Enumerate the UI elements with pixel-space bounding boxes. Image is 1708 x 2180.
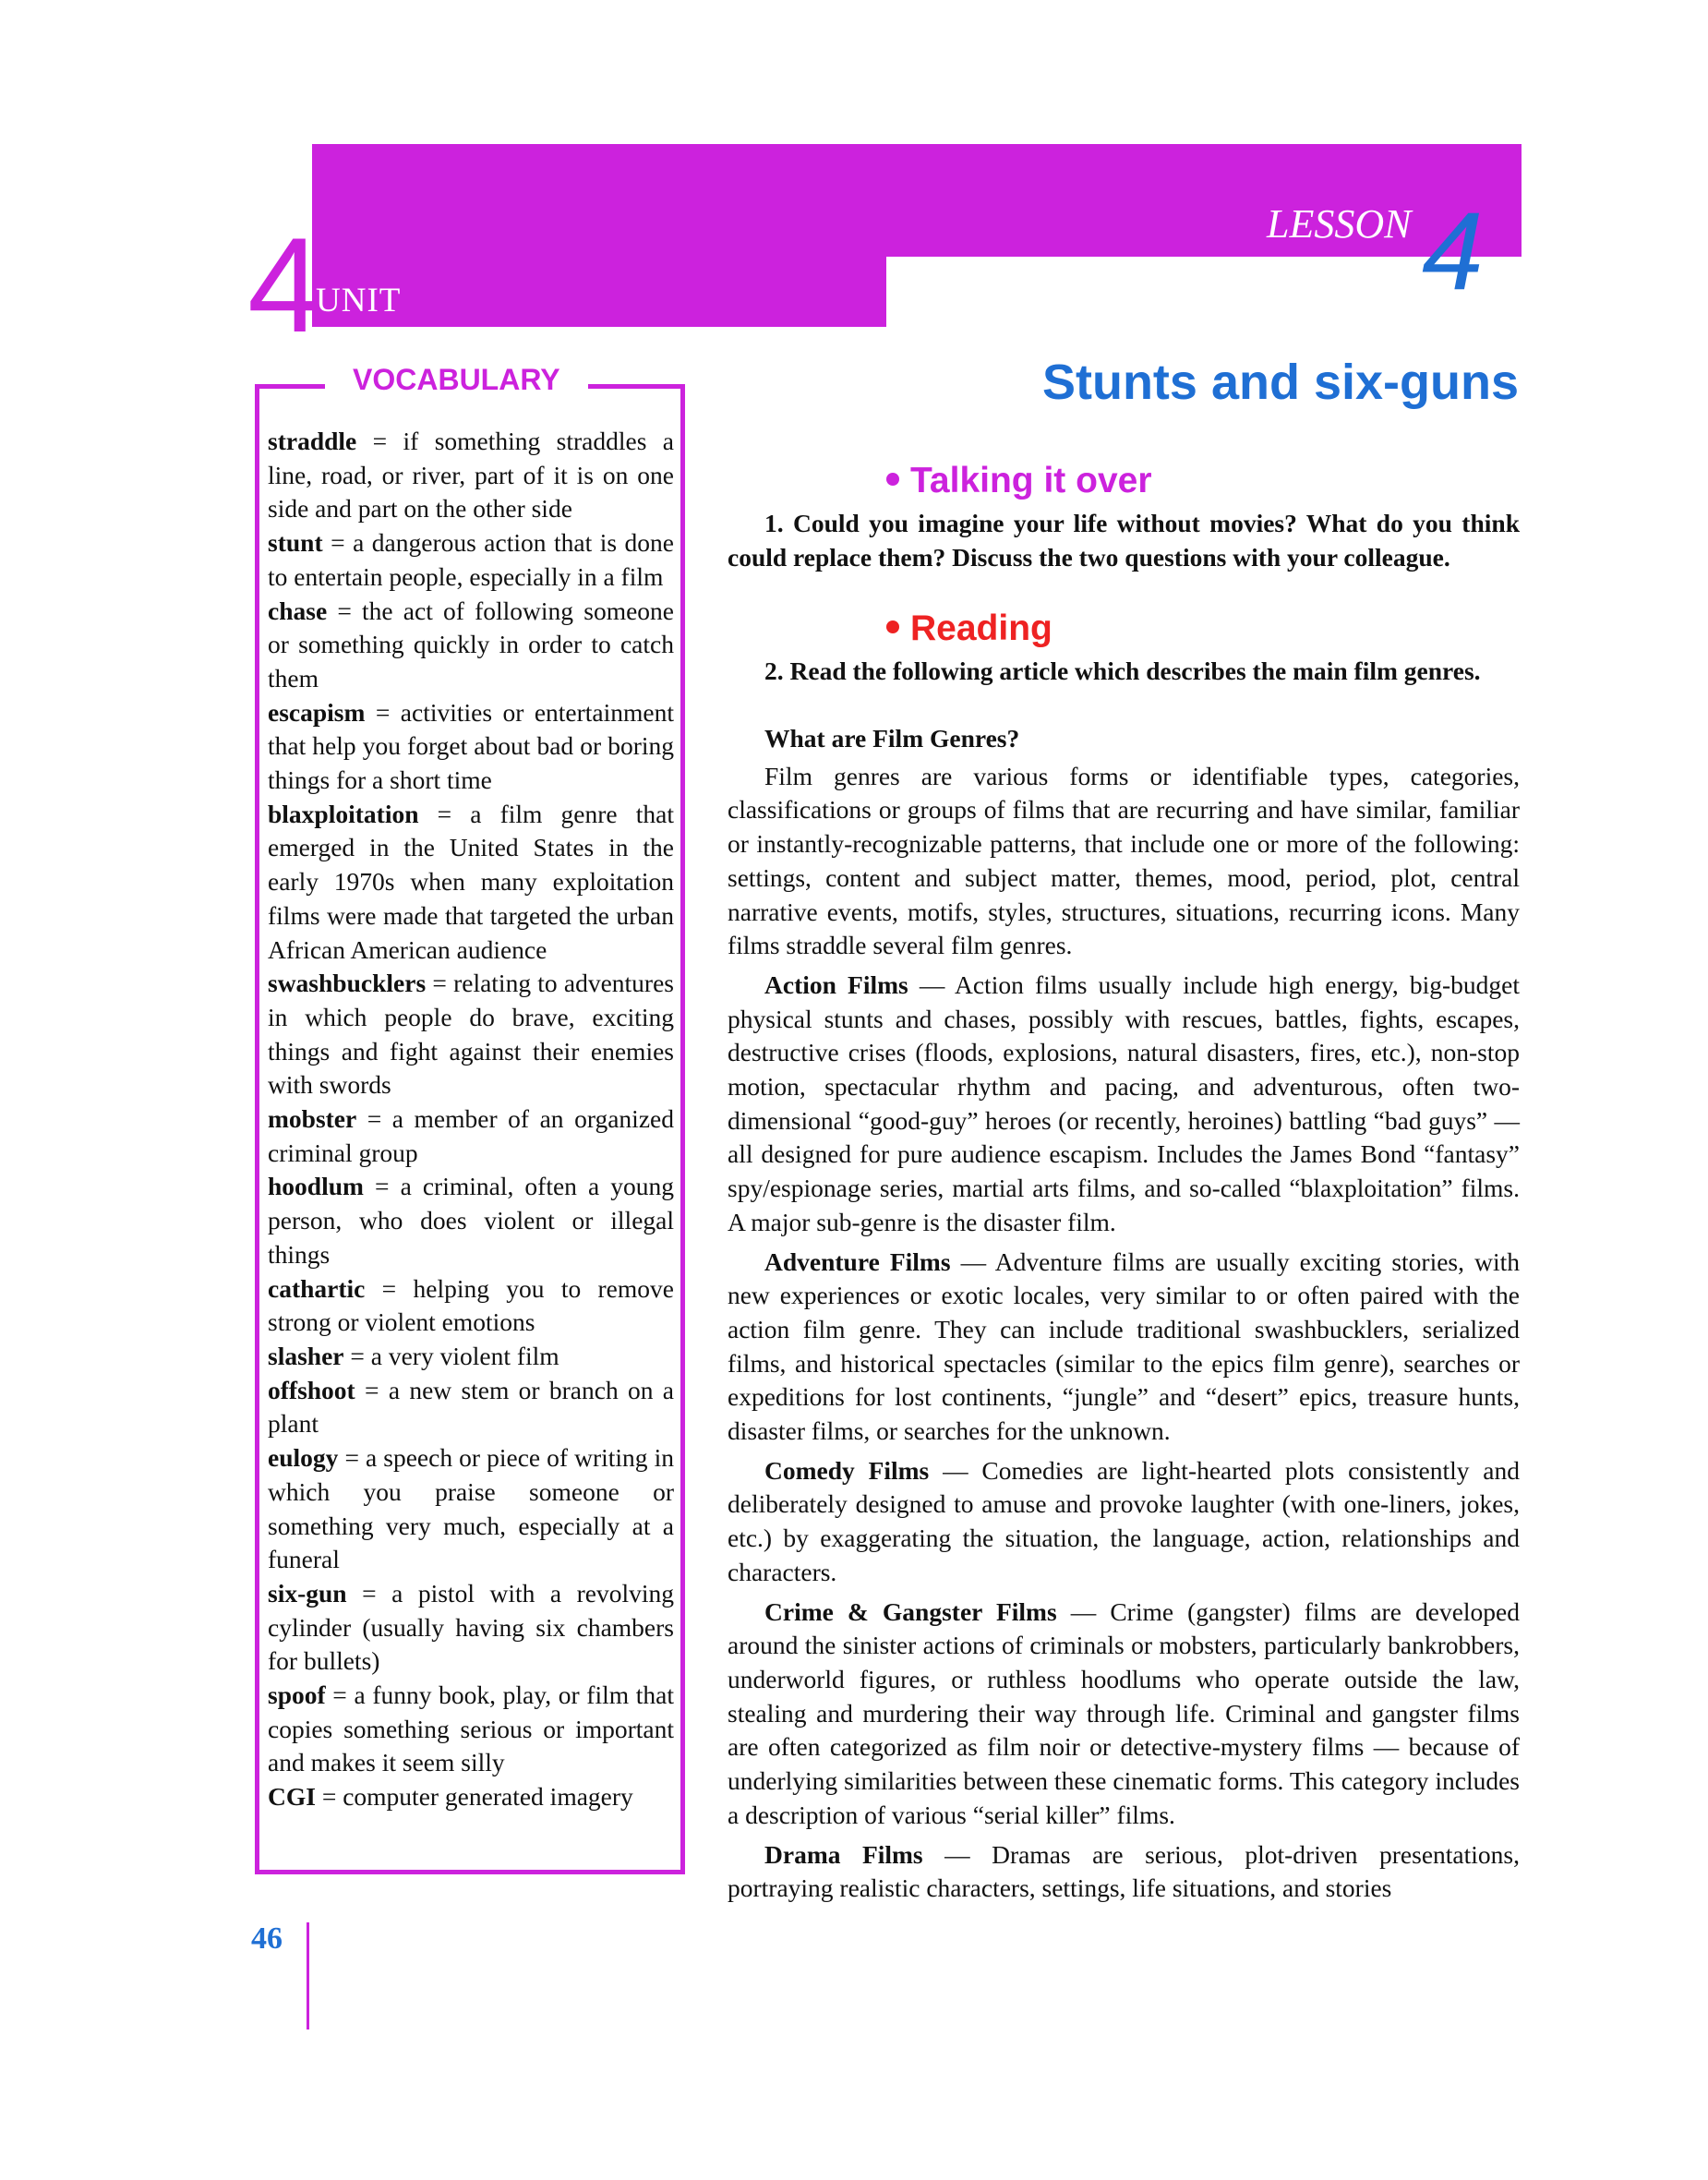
vocabulary-entry — [268, 425, 674, 526]
vocabulary-entry — [268, 1272, 674, 1340]
genre-name: Action Films — [764, 970, 908, 999]
vocabulary-entry — [268, 967, 674, 1102]
vocabulary-term: chase — [268, 596, 328, 625]
reading-heading — [886, 608, 1052, 650]
genre-name: Comedy Films — [764, 1455, 930, 1485]
vocabulary-definition: = a speech or piece of writing in which you praise someone or something very much, especially at a funeral — [268, 1443, 674, 1574]
genre-name: Adventure Films — [764, 1247, 951, 1276]
genre-paragraph — [728, 969, 1520, 1240]
vocabulary-entry — [268, 1170, 674, 1271]
reading-instruction: 2. Read the following article which describes the main film genres. — [764, 656, 1481, 685]
vocabulary-entry — [268, 1441, 674, 1577]
genre-description: — Comedies are light-hearted plots consistently and deliberately designed to amuse and provoke laughter (with one-liners, jokes, etc.) by exaggerating the situation, the language, action, relationships and characters. — [728, 1455, 1520, 1586]
bullet-icon — [886, 473, 899, 486]
vocabulary-definition: = a new stem or branch on a plant — [268, 1375, 674, 1439]
vocabulary-term: offshoot — [268, 1375, 355, 1404]
vocabulary-term: escapism — [268, 697, 366, 727]
article-title: What are Film Genres? — [764, 724, 1020, 753]
vocabulary-term: slasher — [268, 1341, 344, 1370]
vocabulary-definition: = a dangerous action that is done to entertain people, especially in a film — [268, 528, 674, 591]
vocabulary-term: blaxploitation — [268, 799, 419, 828]
talking-question: 1. Could you imagine your life without movies? What do you think could replace them? Discuss the two questions with your colleague. — [728, 509, 1520, 572]
vocabulary-entry — [268, 1102, 674, 1170]
genre-name: Crime & Gangster Films — [764, 1596, 1057, 1626]
unit-number: 4 — [247, 210, 318, 360]
lesson-title: Stunts and six-guns — [1041, 355, 1519, 410]
genre-description: — Dramas are serious, plot-driven presentations, portraying realistic characters, settings, life situations, and stories — [728, 1839, 1520, 1903]
vocabulary-entry — [268, 1340, 674, 1374]
vocabulary-entry — [268, 1679, 674, 1780]
vocabulary-entry — [268, 798, 674, 968]
vocabulary-definition: = a criminal, often a young person, who does violent or illegal things — [268, 1172, 674, 1269]
vocabulary-entry — [268, 526, 674, 594]
vocabulary-definition: = activities or entertainment that help you forget about bad or boring things for a short time — [268, 697, 674, 795]
vocabulary-definition: = a film genre that emerged in the United States in the early 1970s when many exploitation films were made that targeted the urban African American audience — [268, 799, 674, 964]
vocabulary-definition: = a funny book, play, or film that copies something serious or important and makes it seem silly — [268, 1680, 674, 1777]
article — [728, 722, 1520, 1911]
vocabulary-heading: VOCABULARY — [325, 362, 588, 397]
talking-heading — [886, 460, 1152, 502]
genre-paragraph — [728, 1838, 1520, 1906]
bullet-icon — [886, 620, 899, 633]
vocabulary-term: spoof — [268, 1680, 326, 1710]
genre-paragraph — [728, 1246, 1520, 1449]
genre-description: — Crime (gangster) films are developed around the sinister actions of criminals or mobsters, particularly bankrobbers, underworld figures, or ruthless hoodlums who operate outside the law, stealing and murdering their way through life. Criminal and gangster films are often categorized as film noir or detective-mystery films — because of underlying similarities between these cinematic forms. This category includes a description of various “serial killer” films. — [728, 1596, 1520, 1829]
vocabulary-term: stunt — [268, 528, 323, 558]
reading-heading-text: Reading — [910, 608, 1052, 648]
vocabulary-definition: = the act of following someone or something quickly in order to catch them — [268, 596, 674, 693]
genre-description: — Adventure films are usually exciting stories, with new experiences or exotic locales, very similar to or often paired with the action film genre. They can include traditional swashbucklers, serialized films, and historical spectacles (similar to the epics film genre), searches or expeditions for lost continents, “jungle” and “desert” epics, treasure hunts, disaster films, or searches for the unknown. — [728, 1247, 1520, 1446]
vocabulary-entry — [268, 1374, 674, 1441]
vocabulary-term: straddle — [268, 427, 357, 455]
vocabulary-term: mobster — [268, 1104, 357, 1134]
vocabulary-entry — [268, 1577, 674, 1679]
lesson-number: 4 — [1422, 189, 1484, 313]
vocabulary-term: eulogy — [268, 1443, 339, 1473]
vocabulary-definition: = helping you to remove strong or violent emotions — [268, 1273, 674, 1337]
reading-instruction-block — [728, 655, 1520, 689]
page-number: 46 — [251, 1921, 283, 1956]
vocabulary-term: hoodlum — [268, 1172, 364, 1201]
vocabulary-term: CGI — [268, 1782, 316, 1812]
vocabulary-entry — [268, 1780, 674, 1814]
talking-heading-text: Talking it over — [910, 461, 1152, 500]
vocabulary-definition: = a pistol with a revolving cylinder (usually having six chambers for bullets) — [268, 1578, 674, 1676]
vocabulary-entry — [268, 595, 674, 696]
vocabulary-definition: = relating to adventures in which people do brave, exciting things and fight against their enemies with swords — [268, 969, 674, 1100]
vocabulary-definition: = computer generated imagery — [315, 1782, 633, 1812]
vocabulary-definition: = if something straddles a line, road, or river, part of it is on one side and part on the other side — [268, 427, 674, 524]
page-number-rule — [307, 1922, 309, 2029]
genre-paragraph — [728, 1596, 1520, 1833]
vocabulary-entry — [268, 696, 674, 798]
genre-paragraph — [728, 1454, 1520, 1590]
vocabulary-definition: = a very violent film — [343, 1341, 559, 1370]
vocabulary-term: six-gun — [268, 1578, 347, 1608]
genre-name: Drama Films — [764, 1839, 923, 1869]
article-intro: Film genres are various forms or identifiable types, categories, classifications or groups of films that are recurring and have similar, familiar or instantly-recognizable patterns, that include one or more of the following: settings, content and subject matter, themes, mood, period, plot, central narrative events, motifs, styles, structures, situations, recurring icons. Many films straddle several film genres. — [728, 761, 1520, 960]
vocabulary-definition: = a member of an organized criminal group — [268, 1104, 674, 1167]
vocabulary-term: cathartic — [268, 1273, 366, 1303]
lesson-label: LESSON — [1267, 201, 1412, 247]
genre-description: — Action films usually include high energy, big-budget physical stunts and chases, possibly with rescues, battles, fights, escapes, destructive crises (floods, explosions, natural disasters, fires, etc.), non-stop motion, spectacular rhythm and pacing, and adventurous, often two-dimensional “good-guy” heroes (or recently, heroines) battling “bad guys” — all designed for pure audience escapism. Includes the James Bond “fantasy” spy/espionage series, martial arts films, and so-called “blaxploitation” films. A major sub-genre is the disaster film. — [728, 970, 1520, 1236]
vocabulary-term: swashbucklers — [268, 969, 427, 998]
genre-list — [728, 969, 1520, 1906]
vocabulary-list — [268, 425, 674, 1814]
unit-label: UNIT — [316, 282, 402, 319]
